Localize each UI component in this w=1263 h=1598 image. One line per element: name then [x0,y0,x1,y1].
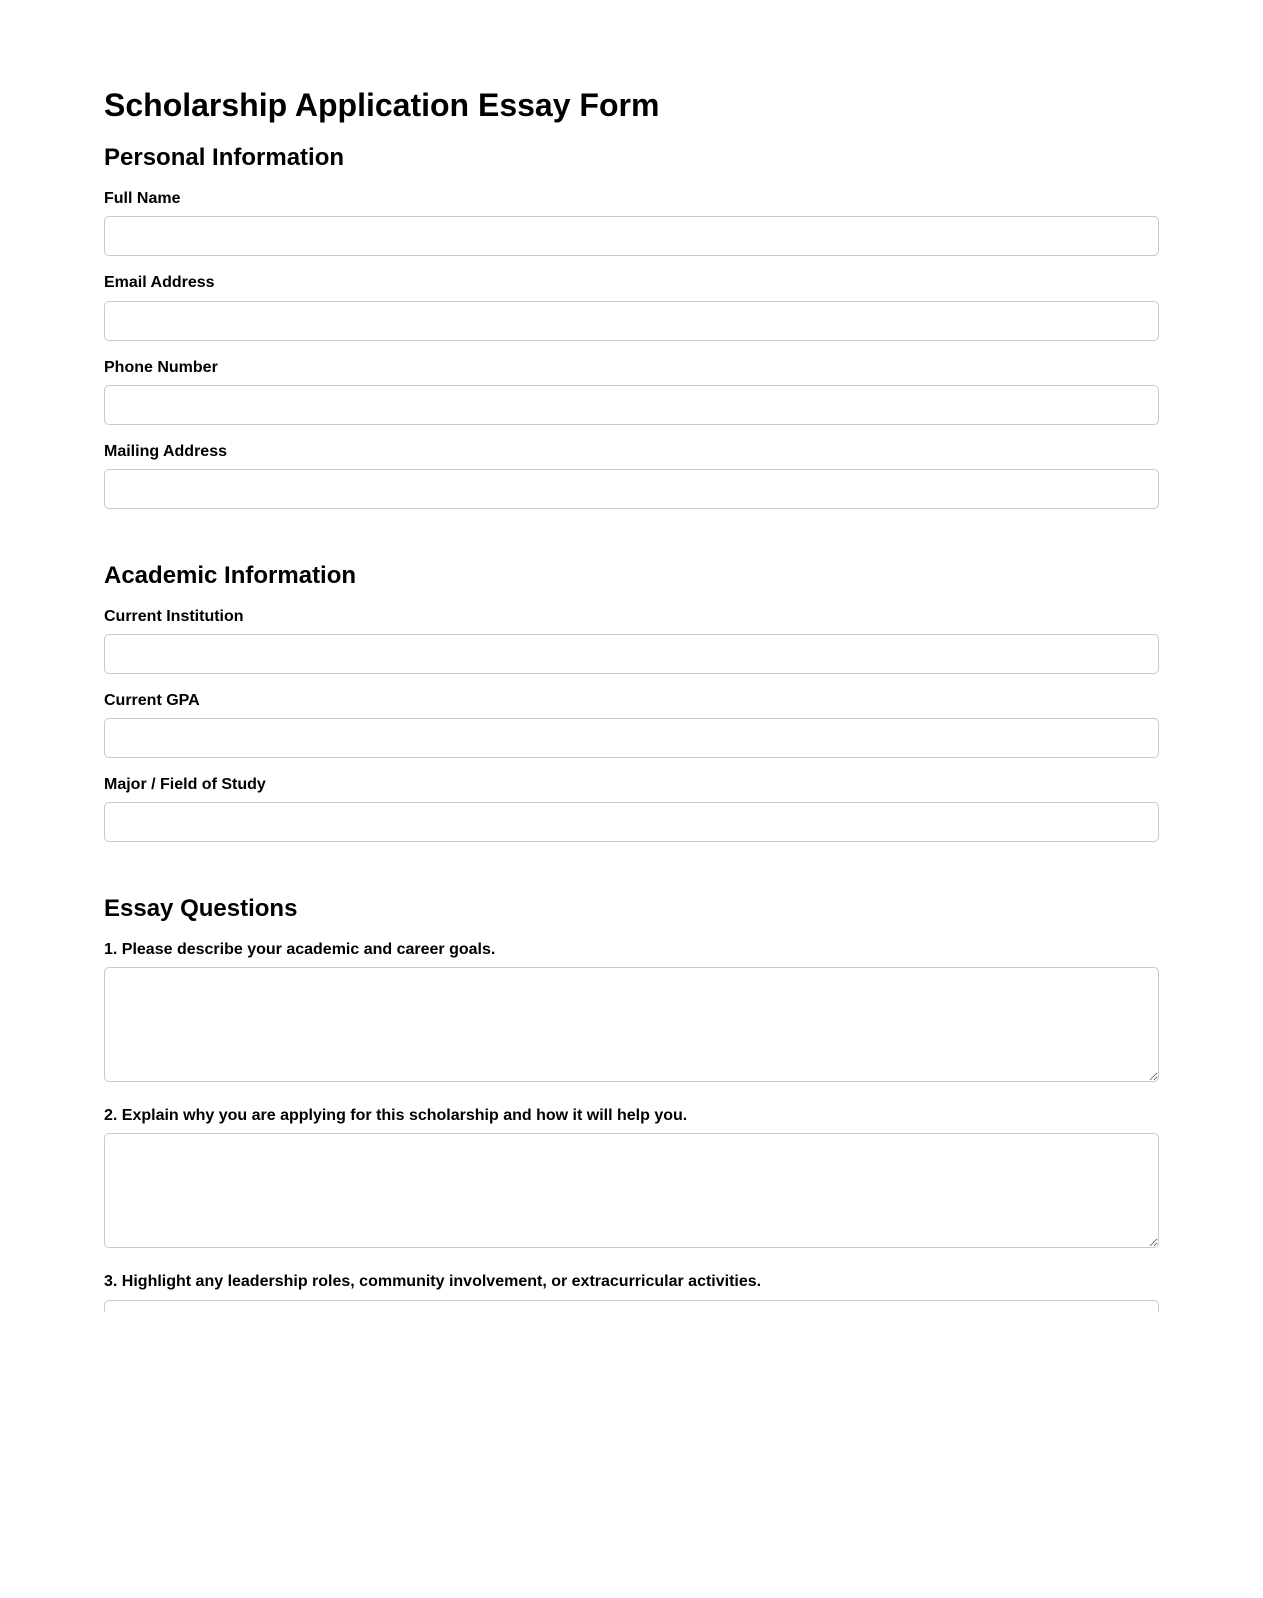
email-address-label: Email Address [104,274,215,292]
essay-questions-heading: Essay Questions [104,895,298,923]
phone-number-label: Phone Number [104,358,218,376]
field-phone-number [104,358,1159,425]
phone-number-input[interactable] [104,385,1159,425]
mailing-address-label: Mailing Address [104,442,227,460]
academic-information-heading: Academic Information [104,561,357,589]
field-current-institution [104,607,1159,674]
full-name-input[interactable] [104,216,1159,256]
section-essay-questions [104,859,1159,1312]
field-email-address [104,273,1159,340]
current-gpa-input[interactable] [104,718,1159,758]
essay-question-3-label: 3. Highlight any leadership roles, community involvement, or extracurricular activities. [104,1273,762,1291]
mailing-address-input[interactable] [104,469,1159,509]
field-mailing-address [104,442,1159,509]
page-title: Scholarship Application Essay Form [104,87,660,123]
full-name-label: Full Name [104,190,181,208]
essay-question-1-label: 1. Please describe your academic and career goals. [104,941,496,959]
current-gpa-label: Current GPA [104,691,200,709]
essay-question-2-label: 2. Explain why you are applying for this scholarship and how it will help you. [104,1107,688,1125]
field-essay-question-3 [104,1272,1159,1312]
field-full-name [104,189,1159,256]
essay-question-3-textarea[interactable] [104,1300,1159,1312]
section-academic-information [104,526,1159,842]
field-current-gpa [104,691,1159,758]
field-major-field-of-study [104,775,1159,842]
field-essay-question-2 [104,1106,1159,1248]
essay-question-1-textarea[interactable] [104,967,1159,1082]
major-field-of-study-label: Major / Field of Study [104,776,266,794]
current-institution-input[interactable] [104,634,1159,674]
section-personal-information [104,144,1159,509]
essay-question-2-textarea[interactable] [104,1133,1159,1248]
field-essay-question-1 [104,940,1159,1082]
personal-information-heading: Personal Information [104,144,345,172]
major-field-of-study-input[interactable] [104,802,1159,842]
current-institution-label: Current Institution [104,607,244,625]
email-address-input[interactable] [104,301,1159,341]
